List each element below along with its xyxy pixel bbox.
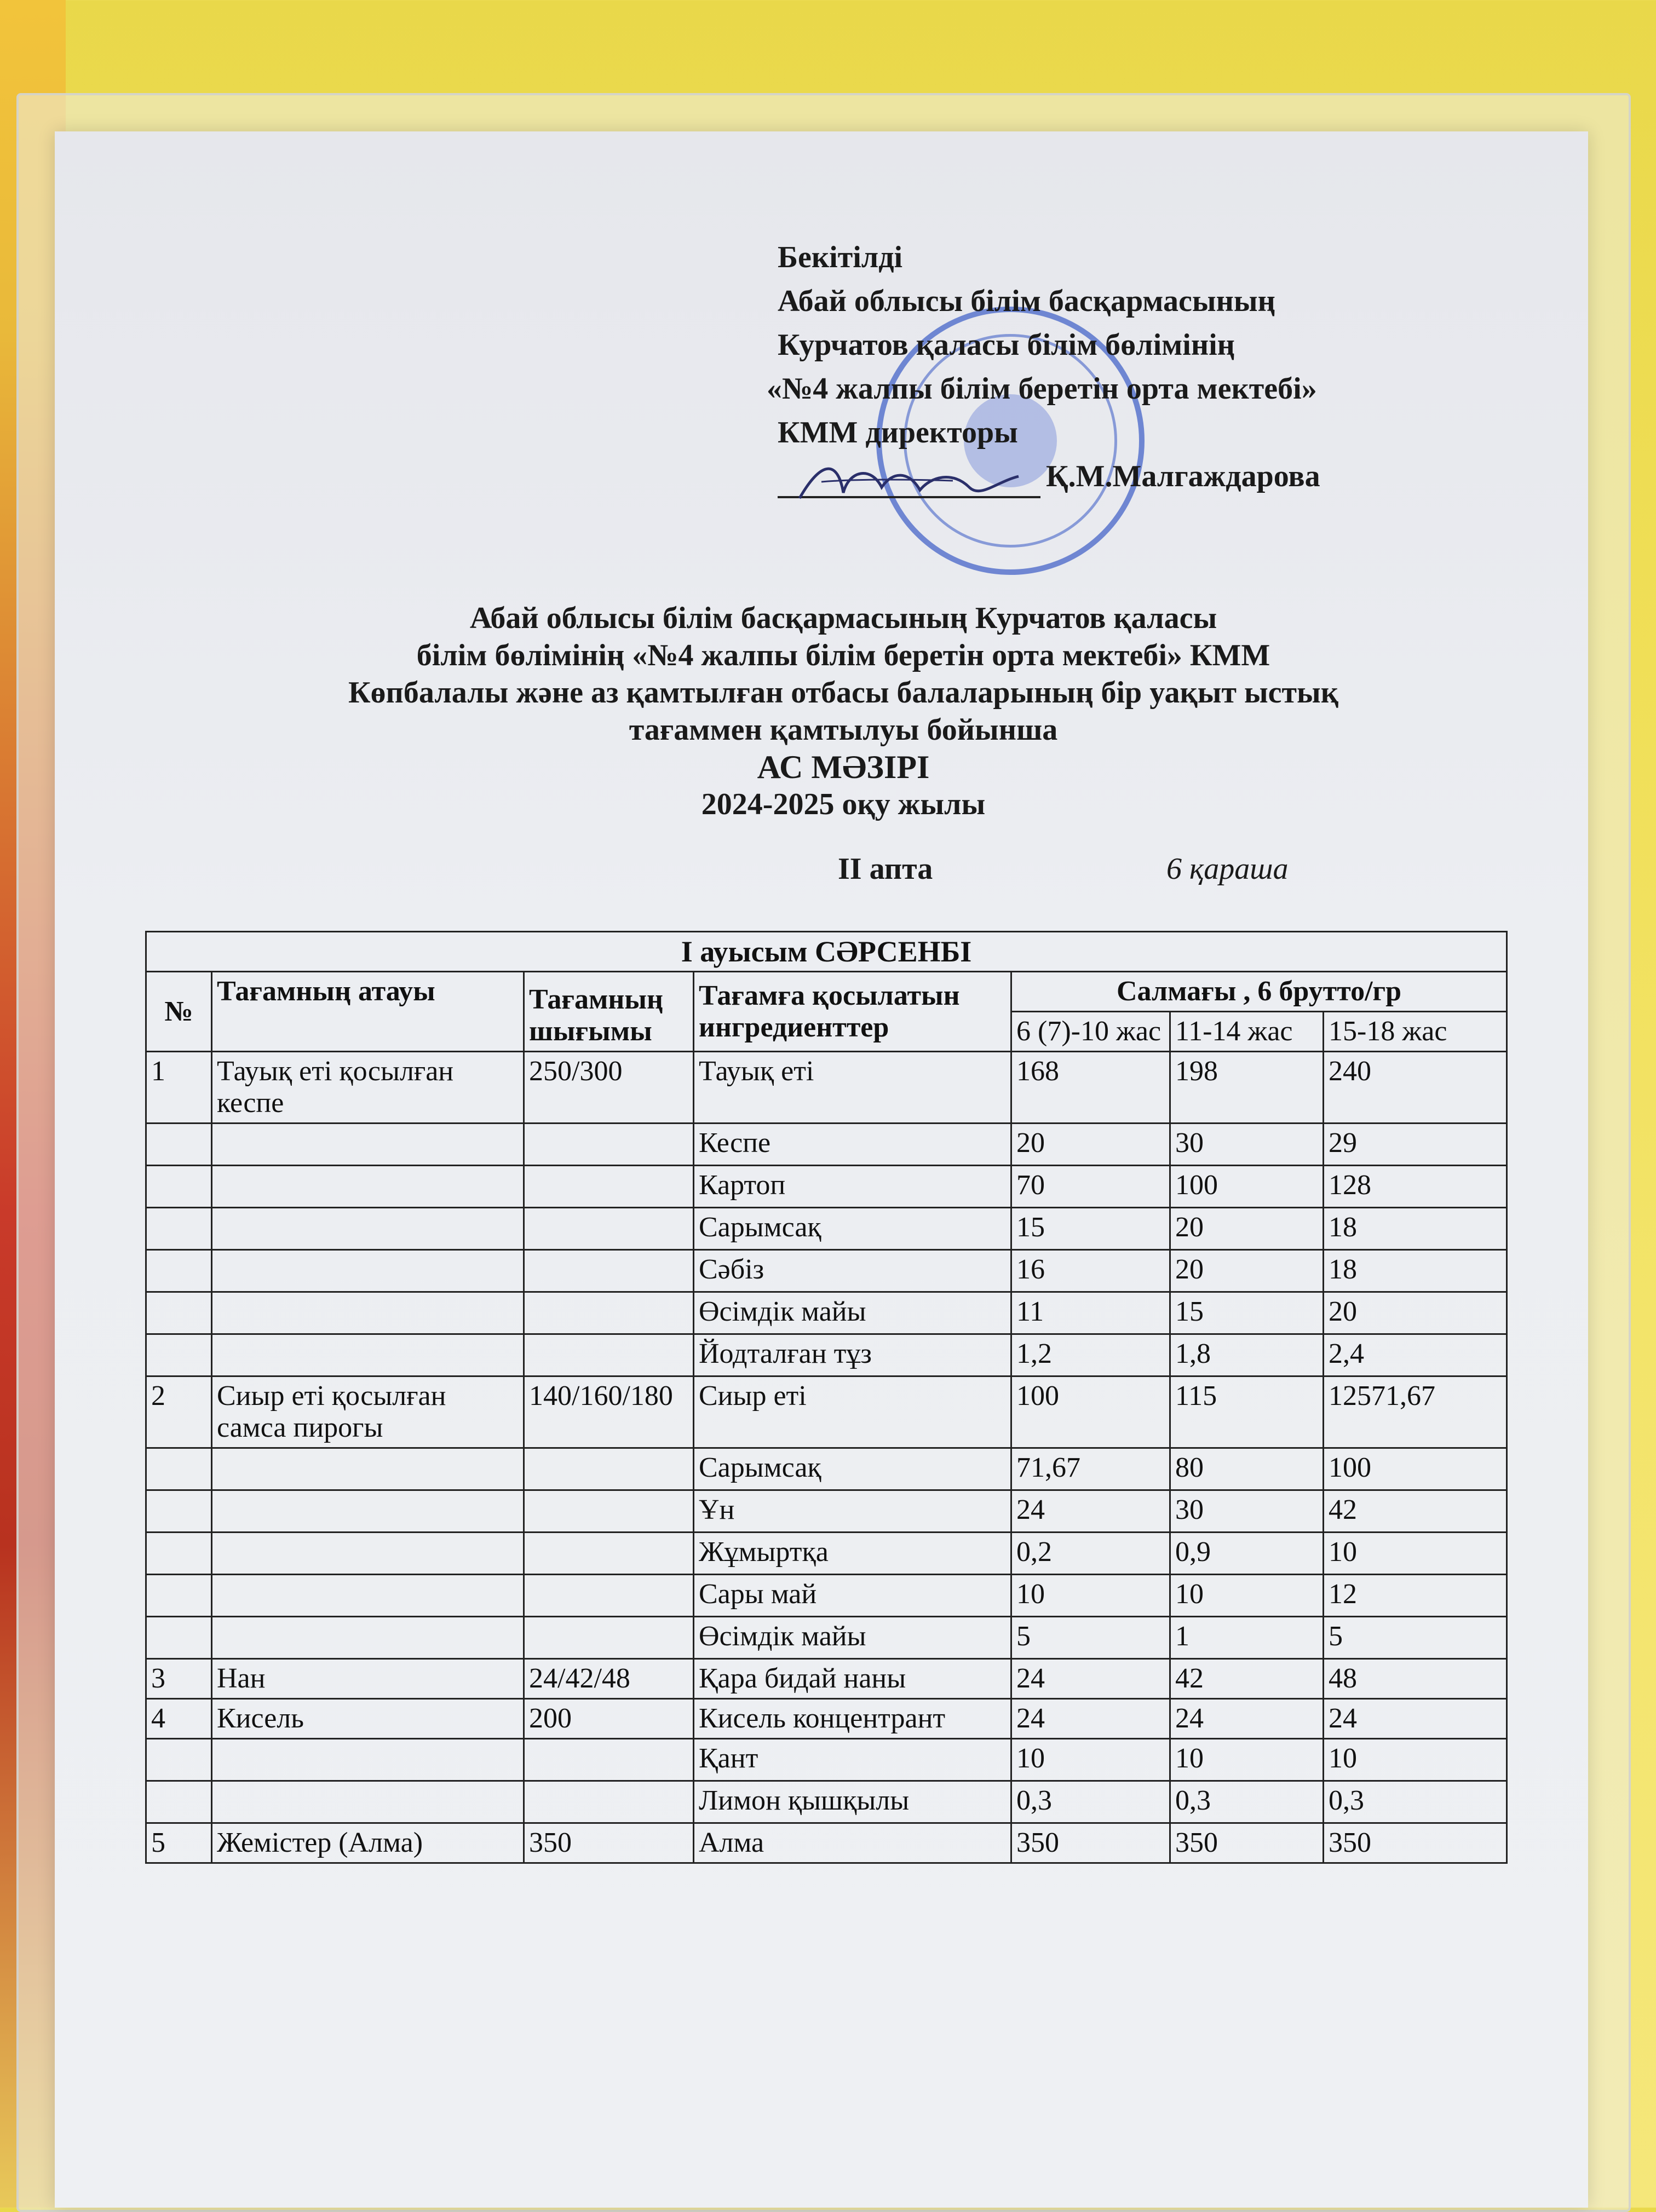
weight-age-15-18: 48 xyxy=(1324,1659,1507,1699)
header-age-11-14: 11-14 жас xyxy=(1170,1012,1324,1052)
ingredient-name: Алма xyxy=(694,1823,1011,1863)
ingredient-name: Кеспе xyxy=(694,1124,1011,1166)
row-number: 4 xyxy=(146,1699,212,1739)
ingredient-name: Жұмыртқа xyxy=(694,1533,1011,1575)
dish-output xyxy=(524,1334,694,1376)
weight-age-11-14: 0,3 xyxy=(1170,1781,1324,1823)
dish-name: Жемістер (Алма) xyxy=(212,1823,524,1863)
handwritten-signature xyxy=(789,449,1030,515)
table-row xyxy=(146,1823,1507,1863)
title-line-2: білім бөлімінің «№4 жалпы білім беретін орта мектебі» КММ xyxy=(416,638,1270,672)
dish-output xyxy=(524,1250,694,1292)
weight-age-6-10: 0,3 xyxy=(1011,1781,1170,1823)
ingredient-name: Өсімдік майы xyxy=(694,1292,1011,1334)
weight-age-15-18: 10 xyxy=(1324,1533,1507,1575)
dish-name xyxy=(212,1490,524,1533)
dish-output: 24/42/48 xyxy=(524,1659,694,1699)
dish-output xyxy=(524,1739,694,1781)
weight-age-6-10: 100 xyxy=(1011,1376,1170,1448)
row-number xyxy=(146,1617,212,1659)
weight-age-11-14: 1,8 xyxy=(1170,1334,1324,1376)
approval-line-2: Абай облысы білім басқармасының xyxy=(778,284,1275,318)
weight-age-15-18: 18 xyxy=(1324,1250,1507,1292)
dish-name xyxy=(212,1208,524,1250)
row-number xyxy=(146,1250,212,1292)
dish-name xyxy=(212,1575,524,1617)
dish-output xyxy=(524,1781,694,1823)
row-number xyxy=(146,1334,212,1376)
weight-age-6-10: 350 xyxy=(1011,1823,1170,1863)
weight-age-11-14: 10 xyxy=(1170,1575,1324,1617)
weight-age-11-14: 30 xyxy=(1170,1124,1324,1166)
dish-name xyxy=(212,1166,524,1208)
weight-age-6-10: 11 xyxy=(1011,1292,1170,1334)
dish-name: Кисель xyxy=(212,1699,524,1739)
week-label: ІІ апта xyxy=(838,852,933,886)
table-row xyxy=(146,1448,1507,1490)
row-number xyxy=(146,1208,212,1250)
ingredient-name: Кисель концентрант xyxy=(694,1699,1011,1739)
row-number: 1 xyxy=(146,1052,212,1124)
shift-header-row xyxy=(146,932,1507,972)
title-line-1: Абай облысы білім басқармасының Курчатов қаласы xyxy=(469,601,1217,635)
table-row xyxy=(146,1376,1507,1448)
weight-age-6-10: 1,2 xyxy=(1011,1334,1170,1376)
weight-age-15-18: 20 xyxy=(1324,1292,1507,1334)
academic-year: 2024-2025 оқу жылы xyxy=(701,787,986,821)
weight-age-15-18: 12571,67 xyxy=(1324,1376,1507,1448)
document-title xyxy=(186,600,1500,823)
approval-line-4: «№4 жалпы білім беретін орта мектебі» xyxy=(767,372,1317,406)
ingredient-name: Сиыр еті xyxy=(694,1376,1011,1448)
weight-age-6-10: 24 xyxy=(1011,1490,1170,1533)
weight-age-15-18: 240 xyxy=(1324,1052,1507,1124)
weight-age-11-14: 80 xyxy=(1170,1448,1324,1490)
weight-age-15-18: 12 xyxy=(1324,1575,1507,1617)
ingredient-name: Өсімдік майы xyxy=(694,1617,1011,1659)
weight-age-11-14: 20 xyxy=(1170,1250,1324,1292)
header-age-6-10: 6 (7)-10 жас xyxy=(1011,1012,1170,1052)
header-dish-name: Тағамның атауы xyxy=(212,972,524,1052)
dish-name xyxy=(212,1617,524,1659)
dish-name: Сиыр еті қосылған самса пирогы xyxy=(212,1376,524,1448)
weight-age-6-10: 10 xyxy=(1011,1575,1170,1617)
menu-table xyxy=(145,931,1508,1864)
dish-output xyxy=(524,1533,694,1575)
table-row xyxy=(146,1617,1507,1659)
weight-age-15-18: 0,3 xyxy=(1324,1781,1507,1823)
ingredient-name: Сары май xyxy=(694,1575,1011,1617)
title-line-4: тағаммен қамтылуы бойынша xyxy=(629,713,1058,747)
ingredient-name: Лимон қышқылы xyxy=(694,1781,1011,1823)
weight-age-15-18: 29 xyxy=(1324,1124,1507,1166)
weight-age-11-14: 1 xyxy=(1170,1617,1324,1659)
weight-age-11-14: 30 xyxy=(1170,1490,1324,1533)
dish-output: 250/300 xyxy=(524,1052,694,1124)
weight-age-11-14: 198 xyxy=(1170,1052,1324,1124)
table-row xyxy=(146,1575,1507,1617)
dish-output xyxy=(524,1166,694,1208)
weight-age-15-18: 128 xyxy=(1324,1166,1507,1208)
table-row xyxy=(146,1490,1507,1533)
row-number xyxy=(146,1739,212,1781)
row-number xyxy=(146,1124,212,1166)
title-line-3: Көпбалалы және аз қамтылған отбасы балаларының бір уақыт ыстық xyxy=(348,676,1339,710)
weight-age-11-14: 15 xyxy=(1170,1292,1324,1334)
weight-age-15-18: 42 xyxy=(1324,1490,1507,1533)
table-row xyxy=(146,1124,1507,1166)
dish-name xyxy=(212,1250,524,1292)
weight-age-6-10: 24 xyxy=(1011,1699,1170,1739)
ingredient-name: Йодталған тұз xyxy=(694,1334,1011,1376)
signatory-name: Қ.М.Малгаждарова xyxy=(1046,459,1320,493)
shift-header: І ауысым СӘРСЕНБІ xyxy=(146,932,1507,972)
weight-age-15-18: 24 xyxy=(1324,1699,1507,1739)
weight-age-11-14: 350 xyxy=(1170,1823,1324,1863)
weight-age-6-10: 10 xyxy=(1011,1739,1170,1781)
weight-age-6-10: 168 xyxy=(1011,1052,1170,1124)
table-row xyxy=(146,1533,1507,1575)
header-age-15-18: 15-18 жас xyxy=(1324,1012,1507,1052)
approval-line-3: Курчатов қаласы білім бөлімінің xyxy=(778,328,1235,362)
row-number xyxy=(146,1448,212,1490)
table-row xyxy=(146,1781,1507,1823)
weight-age-6-10: 15 xyxy=(1011,1208,1170,1250)
header-weight: Салмағы , 6 брутто/гр xyxy=(1011,972,1507,1012)
weight-age-6-10: 20 xyxy=(1011,1124,1170,1166)
row-number xyxy=(146,1533,212,1575)
ingredient-name: Картоп xyxy=(694,1166,1011,1208)
ingredient-name: Ұн xyxy=(694,1490,1011,1533)
ingredient-name: Сарымсақ xyxy=(694,1208,1011,1250)
date-label: 6 қараша xyxy=(1166,852,1289,886)
row-number xyxy=(146,1292,212,1334)
weight-age-11-14: 115 xyxy=(1170,1376,1324,1448)
approval-line-5: КММ директоры xyxy=(778,416,1018,450)
ingredient-name: Қант xyxy=(694,1739,1011,1781)
row-number: 2 xyxy=(146,1376,212,1448)
ingredient-name: Қара бидай наны xyxy=(694,1659,1011,1699)
dish-name xyxy=(212,1334,524,1376)
header-number: № xyxy=(146,972,212,1052)
dish-output: 350 xyxy=(524,1823,694,1863)
weight-age-6-10: 16 xyxy=(1011,1250,1170,1292)
table-row xyxy=(146,1208,1507,1250)
weight-age-6-10: 70 xyxy=(1011,1166,1170,1208)
weight-age-11-14: 0,9 xyxy=(1170,1533,1324,1575)
weight-age-6-10: 0,2 xyxy=(1011,1533,1170,1575)
weight-age-6-10: 5 xyxy=(1011,1617,1170,1659)
dish-name xyxy=(212,1124,524,1166)
dish-name xyxy=(212,1781,524,1823)
weight-age-15-18: 2,4 xyxy=(1324,1334,1507,1376)
ingredient-name: Тауық еті xyxy=(694,1052,1011,1124)
table-row xyxy=(146,1052,1507,1124)
dish-output: 200 xyxy=(524,1699,694,1739)
weight-age-11-14: 24 xyxy=(1170,1699,1324,1739)
row-number xyxy=(146,1781,212,1823)
dish-name xyxy=(212,1533,524,1575)
weight-age-6-10: 71,67 xyxy=(1011,1448,1170,1490)
table-row xyxy=(146,1699,1507,1739)
weight-age-11-14: 100 xyxy=(1170,1166,1324,1208)
ingredient-name: Сәбіз xyxy=(694,1250,1011,1292)
dish-output xyxy=(524,1292,694,1334)
weight-age-11-14: 20 xyxy=(1170,1208,1324,1250)
dish-name: Тауық еті қосылған кеспе xyxy=(212,1052,524,1124)
weight-age-15-18: 350 xyxy=(1324,1823,1507,1863)
row-number: 3 xyxy=(146,1659,212,1699)
weight-age-15-18: 5 xyxy=(1324,1617,1507,1659)
dish-name xyxy=(212,1448,524,1490)
dish-output xyxy=(524,1448,694,1490)
menu-table-body xyxy=(146,1052,1507,1863)
row-number xyxy=(146,1490,212,1533)
table-row xyxy=(146,1659,1507,1699)
table-row xyxy=(146,1166,1507,1208)
header-output: Тағамның шығымы xyxy=(524,972,694,1052)
ingredient-name: Сарымсақ xyxy=(694,1448,1011,1490)
menu-heading: АС МӘЗІРІ xyxy=(757,749,930,785)
table-row xyxy=(146,1292,1507,1334)
dish-output: 140/160/180 xyxy=(524,1376,694,1448)
weight-age-15-18: 10 xyxy=(1324,1739,1507,1781)
table-row xyxy=(146,1334,1507,1376)
dish-output xyxy=(524,1575,694,1617)
dish-name: Нан xyxy=(212,1659,524,1699)
table-row xyxy=(146,1250,1507,1292)
row-number xyxy=(146,1166,212,1208)
weight-age-6-10: 24 xyxy=(1011,1659,1170,1699)
header-row-1 xyxy=(146,972,1507,1012)
weight-age-15-18: 100 xyxy=(1324,1448,1507,1490)
row-number xyxy=(146,1575,212,1617)
table-row xyxy=(146,1739,1507,1781)
dish-name xyxy=(212,1739,524,1781)
weight-age-11-14: 42 xyxy=(1170,1659,1324,1699)
dish-output xyxy=(524,1617,694,1659)
dish-output xyxy=(524,1124,694,1166)
weight-age-15-18: 18 xyxy=(1324,1208,1507,1250)
approval-heading: Бекітілді xyxy=(778,240,903,274)
header-ingredients: Тағамға қосылатын ингредиенттер xyxy=(694,972,1011,1052)
dish-output xyxy=(524,1490,694,1533)
dish-name xyxy=(212,1292,524,1334)
weight-age-11-14: 10 xyxy=(1170,1739,1324,1781)
dish-output xyxy=(524,1208,694,1250)
row-number: 5 xyxy=(146,1823,212,1863)
